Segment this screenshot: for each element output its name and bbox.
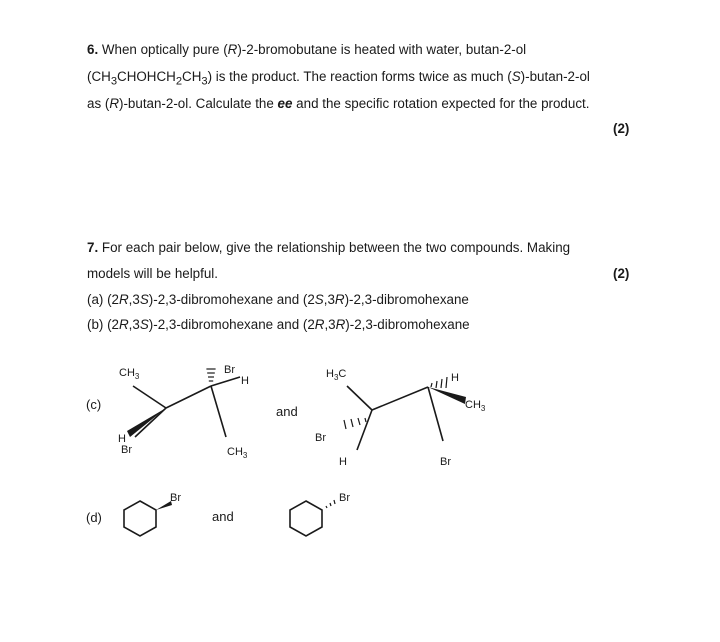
bond [211, 386, 226, 437]
hashed-bond [344, 418, 366, 429]
q6-subscript: 3 [201, 75, 208, 88]
d1-br: Br [170, 492, 181, 504]
q6-text: )-butan-2-ol [520, 69, 590, 84]
q7-text: For each pair below, give the relationship between the two compounds. Making [98, 240, 571, 255]
part-c-and: and [276, 404, 298, 419]
q6-text: When optically pure ( [98, 42, 228, 57]
wedge-bond [127, 408, 166, 437]
q6-ee-term: ee [277, 96, 293, 111]
c1-h-upper: H [241, 375, 249, 387]
q7-a-text: (a) (2 [87, 292, 119, 307]
q6-text: CH [182, 69, 202, 84]
bond [372, 387, 428, 410]
q6-text: (CH [87, 69, 111, 84]
c2-h3c-top: $H_3C$ [326, 368, 347, 382]
molecule-c1 [133, 377, 240, 437]
bond [135, 408, 166, 437]
c2-h-right: H [451, 372, 459, 384]
bond [428, 387, 443, 441]
c2-ch3-right: $CH_3$ [465, 399, 486, 413]
c2-br-lower: Br [440, 456, 451, 468]
d2-br: Br [339, 492, 350, 504]
q6-subscript: 2 [175, 75, 183, 88]
bond [133, 386, 166, 408]
bond [166, 386, 211, 408]
q7-b-text: )-2,3-dibromohexane [345, 317, 470, 332]
q7-a-text: )-2,3-dibromohexane and (2 [148, 292, 315, 307]
bond [211, 377, 240, 386]
q7-b-text: )-2,3-dibromohexane and (2 [148, 317, 315, 332]
q7-a-config: S [314, 292, 324, 307]
c1-ch3-lower: $CH_3$ [227, 446, 248, 460]
part-d-and: and [212, 509, 234, 524]
wedge-bond [428, 387, 466, 404]
part-c-label: (c) [86, 397, 102, 412]
q7-a-text: ,3 [323, 292, 335, 307]
c2-h-lower: H [339, 456, 347, 468]
q6-config: R [227, 42, 238, 57]
hashed-bond [206, 369, 215, 386]
bond [347, 386, 372, 410]
q7-b-config: R [119, 317, 129, 332]
q6-number: 6. [87, 42, 99, 57]
q6-subscript: 3 [110, 75, 118, 88]
part-d-label: (d) [86, 510, 102, 525]
q6-text: )-butan-2-ol. Calculate the [119, 96, 278, 111]
cyclohexane-ring-d1 [124, 501, 156, 536]
q7-b-config: R [314, 317, 325, 332]
c1-ch3-top: $CH_3$ [119, 367, 140, 381]
q7-a-config: R [334, 292, 345, 307]
q7-marks: (2) [613, 266, 630, 281]
q7-b-config: R [335, 317, 346, 332]
q6-text: )-2-bromobutane is heated with water, butan-2-ol [237, 42, 527, 57]
q7-number: 7. [87, 240, 99, 255]
hashed-bond [431, 377, 447, 388]
q6-text: CHOHCH [117, 69, 176, 84]
q6-text: as ( [87, 96, 110, 111]
q7-text: models will be helpful. [87, 266, 218, 281]
q7-a-config: R [119, 292, 129, 307]
c1-h-lower: H [118, 433, 126, 445]
c2-br-left: Br [315, 432, 326, 444]
c1-br-lower: Br [121, 444, 132, 456]
hashed-bond [326, 500, 335, 508]
q7-a-text: )-2,3-dibromohexane [344, 292, 469, 307]
q7-a-config: S [139, 292, 149, 307]
q6-config: R [109, 96, 119, 111]
q6-text: and the specific rotation expected for the product. [292, 96, 590, 111]
q6-marks: (2) [613, 121, 630, 136]
q7-b-config: S [139, 317, 149, 332]
q7-a-text: ,3 [128, 292, 140, 307]
cyclohexane-ring-d2 [290, 501, 322, 536]
q7-b-text: (b) (2 [87, 317, 119, 332]
c1-br-top: Br [224, 364, 235, 376]
bond [357, 410, 372, 450]
q7-b-text: ,3 [324, 317, 336, 332]
q6-text: ) is the product. The reaction forms twice as much ( [207, 69, 512, 84]
molecule-c2 [347, 386, 443, 450]
q7-b-text: ,3 [128, 317, 140, 332]
q6-config: S [511, 69, 521, 84]
